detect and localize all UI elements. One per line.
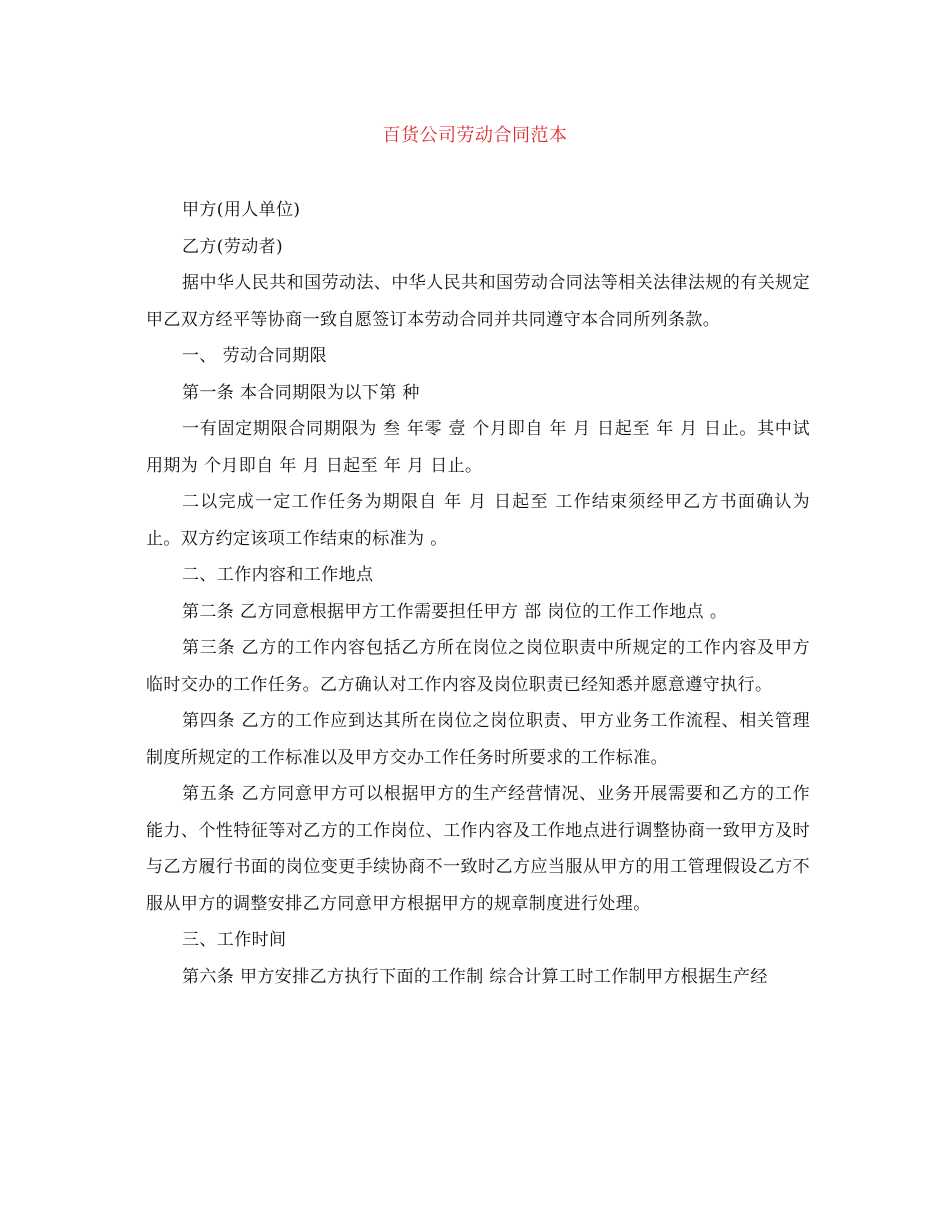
page-title: 百货公司劳动合同范本 xyxy=(382,125,568,146)
section-heading-work-hours: 三、工作时间 xyxy=(182,930,287,950)
article-3: 第三条 乙方的工作内容包括乙方所在岗位之岗位职责中所规定的工作内容及甲方临时交办的工作任务。乙方确认对工作内容及岗位职责已经知悉并愿意遵守执行。 xyxy=(146,638,810,695)
preamble-paragraph: 据中华人民共和国劳动法、中华人民共和国劳动合同法等相关法律法规的有关规定甲乙双方经平等协商一致自愿签订本劳动合同并共同遵守本合同所列条款。 xyxy=(146,273,810,330)
section-heading-term: 一、 劳动合同期限 xyxy=(182,346,328,366)
article-1-option-1: 一有固定期限合同期限为 叁 年零 壹 个月即自 年 月 日起至 年 月 日止。其中试用期为 个月即自 年 月 日起至 年 月 日止。 xyxy=(146,419,810,476)
article-5: 第五条 乙方同意甲方可以根据甲方的生产经营情况、业务开展需要和乙方的工作能力、个性特征等对乙方的工作岗位、工作内容及工作地点进行调整协商一致甲方及时与乙方履行书面的岗位变更手续协商不一致时乙方应当服从甲方的用工管理假设乙方不服从甲方的调整安排乙方同意甲方根据甲方的规章制度进行处理。 xyxy=(146,784,810,914)
article-2: 第二条 乙方同意根据甲方工作需要担任甲方 部 岗位的工作工作地点 。 xyxy=(182,601,728,622)
document-body xyxy=(146,192,810,995)
article-4: 第四条 乙方的工作应到达其所在岗位之岗位职责、甲方业务工作流程、相关管理制度所规定的工作标准以及甲方交办工作任务时所要求的工作标准。 xyxy=(146,711,810,768)
article-1-option-2: 二以完成一定工作任务为期限自 年 月 日起至 工作结束须经甲乙方书面确认为止。双方约定该项工作结束的标准为 。 xyxy=(146,492,810,549)
article-6: 第六条 甲方安排乙方执行下面的工作制 综合计算工时工作制甲方根据生产经 xyxy=(182,966,768,987)
article-1: 第一条 本合同期限为以下第 种 xyxy=(182,382,420,403)
party-a-line: 甲方(用人单位) xyxy=(182,200,301,220)
section-heading-work-content: 二、工作内容和工作地点 xyxy=(182,565,374,585)
party-b-line: 乙方(劳动者) xyxy=(182,236,284,257)
